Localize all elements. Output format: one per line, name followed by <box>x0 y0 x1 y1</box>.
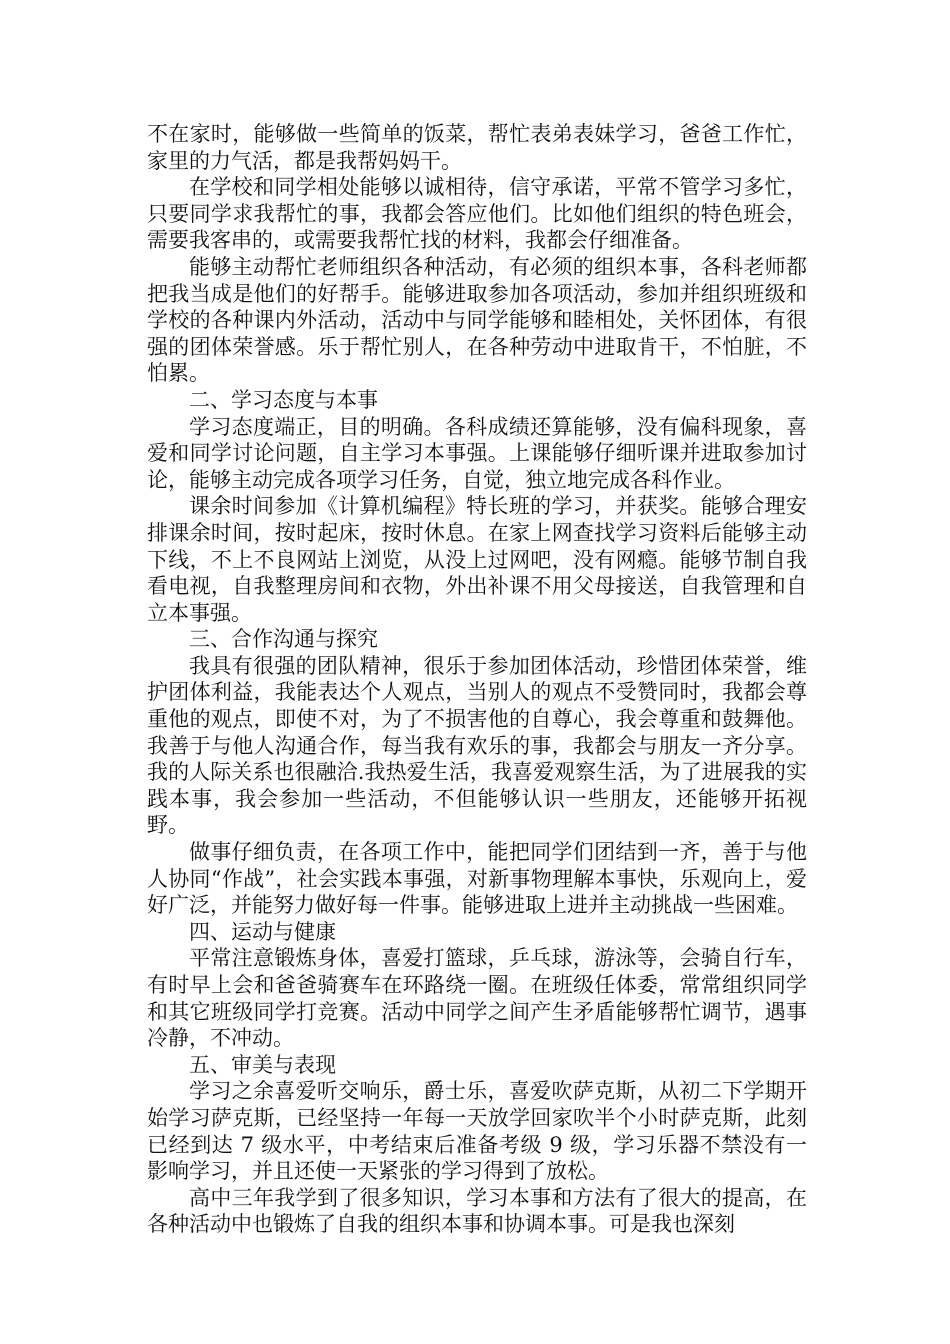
paragraph-2: 在学校和同学相处能够以诚相待，信守承诺，平常不管学习多忙，只要同学求我帮忙的事，我都会答应他们。比如他们组织的特色班会，需要我客串的，或需要我帮忙找的材料，我都会仔细准备。 <box>147 175 807 253</box>
paragraph-1: 不在家时，能够做一些简单的饭菜，帮忙表弟表妹学习，爸爸工作忙，家里的力气活，都是我帮妈妈干。 <box>147 122 807 173</box>
paragraph-7: 做事仔细负责，在各项工作中，能把同学们团结到一齐，善于与他人协同“作战”，社会实践本事强，对新事物理解本事快，乐观向上，爱好广泛，并能努力做好每一件事。能够进取上进并主动挑战一些困难。 <box>147 840 807 918</box>
section-heading-3: 三、合作沟通与探究 <box>189 627 378 652</box>
paragraph-9: 学习之余喜爱听交响乐，爵士乐，喜爱吹萨克斯，从初二下学期开始学习萨克斯，已经坚持一年每一天放学回家吹半个小时萨克斯，此刻已经到达 7 级水平，中考结束后准备考级 9 级，学习乐器不禁没有一影响学习，并且还使一天紧张的学习得到了放松。 <box>147 1079 807 1184</box>
paragraph-4: 学习态度端正，目的明确。各科成绩还算能够，没有偏科现象，喜爱和同学讨论问题，自主学习本事强。上课能够仔细听课并进取参加讨论，能够主动完成各项学习任务，自觉，独立地完成各科作业。 <box>147 414 807 492</box>
document-page <box>147 121 807 1238</box>
section-heading-4: 四、运动与健康 <box>189 919 336 944</box>
section-heading-2: 二、学习态度与本事 <box>189 387 378 412</box>
paragraph-8: 平常注意锻炼身体，喜爱打篮球，乒乓球，游泳等，会骑自行车，有时早上会和爸爸骑赛车在环路绕一圈。在班级任体委，常常组织同学和其它班级同学打竞赛。活动中同学之间产生矛盾能够帮忙调节，遇事冷静，不冲动。 <box>147 946 807 1051</box>
paragraph-3: 能够主动帮忙老师组织各种活动，有必须的组织本事，各科老师都把我当成是他们的好帮手。能够进取参加各项活动，参加并组织班级和学校的各种课内外活动，活动中与同学能够和睦相处，关怀团体，有很强的团体荣誉感。乐于帮忙别人，在各种劳动中进取肯干，不怕脏，不怕累。 <box>147 254 807 386</box>
section-heading-5: 五、审美与表现 <box>189 1052 336 1077</box>
paragraph-5: 课余时间参加《计算机编程》特长班的学习，并获奖。能够合理安排课余时间，按时起床，按时休息。在家上网查找学习资料后能够主动下线，不上不良网站上浏览，从没上过网吧，没有网瘾。能够节制自我看电视，自我整理房间和衣物，外出补课不用父母接送，自我管理和自立本事强。 <box>147 494 807 625</box>
paragraph-6: 我具有很强的团队精神，很乐于参加团体活动，珍惜团体荣誉，维护团体利益，我能表达个人观点，当别人的观点不受赞同时，我都会尊重他的观点，即使不对，为了不损害他的自尊心，我会尊重和鼓舞他。我善于与他人沟通合作，每当我有欢乐的事，我都会与朋友一齐分享。我的人际关系也很融洽.我热爱生活，我喜爱观察生活，为了进展我的实践本事，我会参加一些活动，不但能够认识一些朋友，还能够开拓视野。 <box>147 653 807 838</box>
paragraph-10: 高中三年我学到了很多知识，学习本事和方法有了很大的提高，在各种活动中也锻炼了自我的组织本事和协调本事。可是我也深刻 <box>147 1185 807 1237</box>
